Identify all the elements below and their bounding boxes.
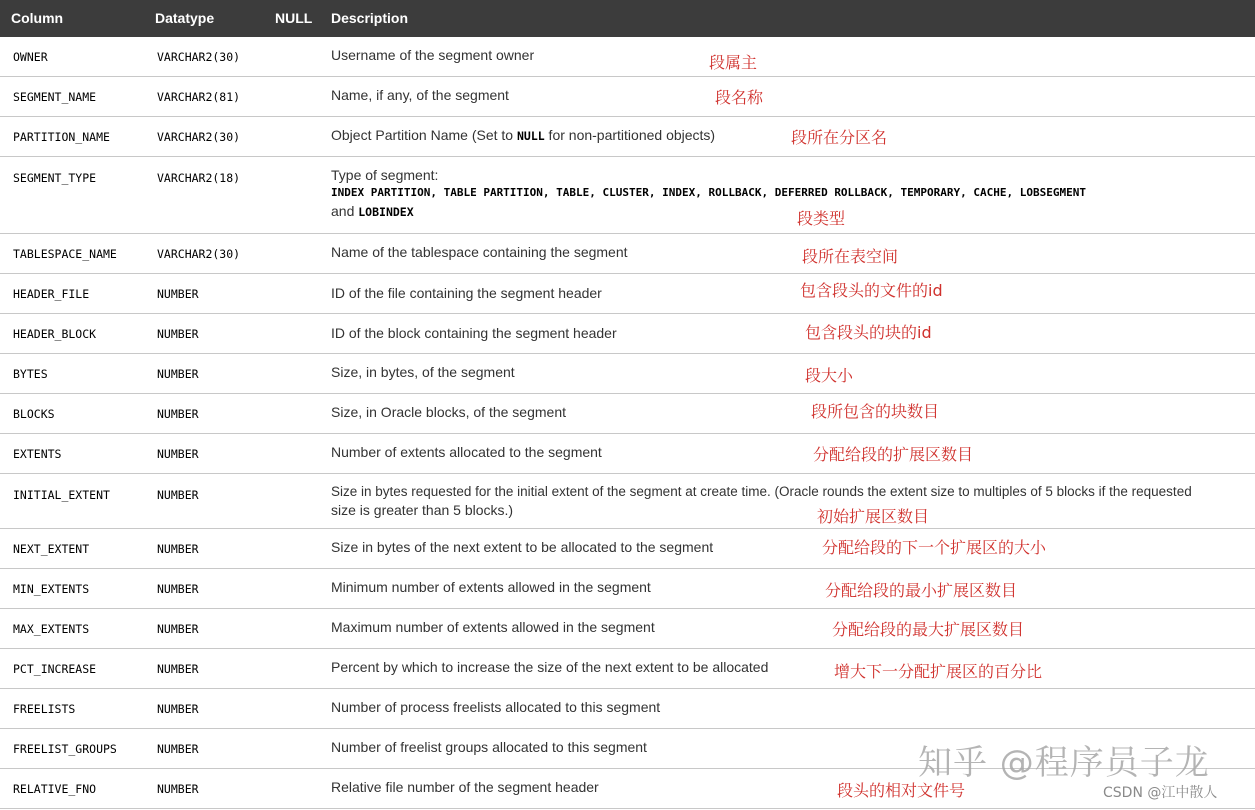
table-row: [0, 609, 1255, 649]
annotation-note: 段大小: [805, 366, 854, 385]
annotation-note: 分配给段的最大扩展区数目: [832, 620, 1025, 639]
column-description: Username of the segment owner: [331, 47, 535, 63]
column-datatype: NUMBER: [157, 582, 199, 596]
header-null: NULL: [275, 10, 313, 26]
annotation-note: 段所包含的块数目: [811, 402, 940, 421]
column-description: Number of extents allocated to the segment: [331, 444, 602, 460]
annotation-note: 包含段头的块的id: [805, 323, 932, 342]
column-description: Maximum number of extents allowed in the segment: [331, 619, 655, 635]
column-description: Name of the tablespace containing the segment: [331, 244, 628, 260]
column-description: Number of process freelists allocated to this segment: [331, 699, 661, 715]
column-name: HEADER_FILE: [13, 287, 90, 301]
csdn-credit: CSDN @江中散人: [1103, 785, 1218, 801]
table-row: [0, 77, 1255, 117]
table-row: [0, 649, 1255, 689]
annotation-note: 段头的相对文件号: [837, 781, 966, 800]
column-name: EXTENTS: [13, 447, 62, 461]
column-name: FREELISTS: [13, 702, 76, 716]
column-name: MIN_EXTENTS: [13, 582, 90, 596]
column-datatype: NUMBER: [157, 702, 199, 716]
annotation-note: 分配给段的扩展区数目: [813, 445, 974, 464]
column-datatype: NUMBER: [157, 742, 199, 756]
table-row: [0, 157, 1255, 234]
column-description: Size in bytes of the next extent to be allocated to the segment: [331, 539, 714, 555]
table-row: [0, 689, 1255, 729]
annotation-note: 段类型: [797, 209, 846, 228]
column-name: RELATIVE_FNO: [13, 782, 97, 796]
annotation-note: 段所在表空间: [802, 247, 899, 266]
annotation-note: 分配给段的下一个扩展区的大小: [822, 538, 1047, 557]
header-column: Column: [11, 10, 64, 26]
annotation-note: 分配给段的最小扩展区数目: [825, 581, 1018, 600]
annotation-note: 包含段头的文件的id: [800, 281, 943, 300]
column-datatype: NUMBER: [157, 662, 199, 676]
column-description: Object Partition Name (Set to NULL for non-partitioned objects): [331, 127, 716, 143]
annotation-note: 段属主: [709, 53, 758, 72]
column-name: NEXT_EXTENT: [13, 542, 90, 556]
header-description: Description: [331, 10, 409, 26]
column-datatype: VARCHAR2(30): [157, 50, 241, 64]
header-datatype: Datatype: [155, 10, 215, 26]
table-row: [0, 434, 1255, 474]
column-description: Size, in Oracle blocks, of the segment: [331, 404, 566, 420]
annotation-note: 段所在分区名: [791, 128, 888, 147]
column-name: SEGMENT_NAME: [13, 90, 97, 104]
table-row: [0, 474, 1255, 529]
column-name: OWNER: [13, 50, 48, 64]
table-row: [0, 37, 1255, 77]
column-datatype: VARCHAR2(81): [157, 90, 241, 104]
column-name: INITIAL_EXTENT: [13, 488, 110, 502]
column-description: Relative file number of the segment header: [331, 779, 599, 795]
column-datatype: VARCHAR2(30): [157, 130, 241, 144]
table-row: [0, 234, 1255, 274]
column-name: FREELIST_GROUPS: [13, 742, 117, 756]
column-name: MAX_EXTENTS: [13, 622, 90, 636]
column-datatype: NUMBER: [157, 447, 199, 461]
column-description: Type of segment: INDEX PARTITION, TABLE PARTITION, TABLE, CLUSTER, INDEX, ROLLBACK, DEFERRED ROLLBACK, TEMPORARY, CACHE, LOBSEGMENT and LOBINDEX: [331, 167, 1086, 219]
column-description: ID of the block containing the segment header: [331, 325, 617, 341]
column-datatype: VARCHAR2(18): [157, 171, 241, 185]
column-datatype: VARCHAR2(30): [157, 247, 241, 261]
column-name: TABLESPACE_NAME: [13, 247, 117, 261]
column-description: Number of freelist groups allocated to this segment: [331, 739, 647, 755]
column-description: Size in bytes requested for the initial extent of the segment at create time. (Oracle rounds the extent size to multiples of 5 blocks if the requested size is greater than 5 blocks.): [331, 484, 1192, 518]
column-datatype: NUMBER: [157, 488, 199, 502]
annotation-note: 增大下一分配扩展区的百分比: [834, 662, 1043, 681]
column-name: BYTES: [13, 367, 48, 381]
table-row: [0, 274, 1255, 314]
column-description: Minimum number of extents allowed in the segment: [331, 579, 651, 595]
column-name: PARTITION_NAME: [13, 130, 110, 144]
column-description: ID of the file containing the segment header: [331, 285, 602, 301]
column-datatype: NUMBER: [157, 367, 199, 381]
column-name: HEADER_BLOCK: [13, 327, 97, 341]
column-name: PCT_INCREASE: [13, 662, 97, 676]
column-datatype: NUMBER: [157, 782, 199, 796]
column-datatype: NUMBER: [157, 327, 199, 341]
column-description: Name, if any, of the segment: [331, 87, 509, 103]
table-row: [0, 354, 1255, 394]
table-row: [0, 117, 1255, 157]
column-datatype: NUMBER: [157, 407, 199, 421]
annotation-note: 段名称: [715, 88, 764, 107]
table-header: [0, 0, 1255, 37]
table-row: [0, 314, 1255, 354]
table-row: [0, 529, 1255, 569]
table-row: [0, 569, 1255, 609]
column-description: Size, in bytes, of the segment: [331, 364, 515, 380]
column-name: SEGMENT_TYPE: [13, 171, 97, 185]
table-row: [0, 394, 1255, 434]
zhihu-watermark: 知乎 @程序员子龙: [918, 743, 1210, 783]
column-description: Percent by which to increase the size of the next extent to be allocated: [331, 659, 769, 675]
column-datatype: NUMBER: [157, 622, 199, 636]
column-datatype: NUMBER: [157, 287, 199, 301]
annotation-note: 初始扩展区数目: [817, 507, 930, 526]
column-name: BLOCKS: [13, 407, 55, 421]
column-datatype: NUMBER: [157, 542, 199, 556]
